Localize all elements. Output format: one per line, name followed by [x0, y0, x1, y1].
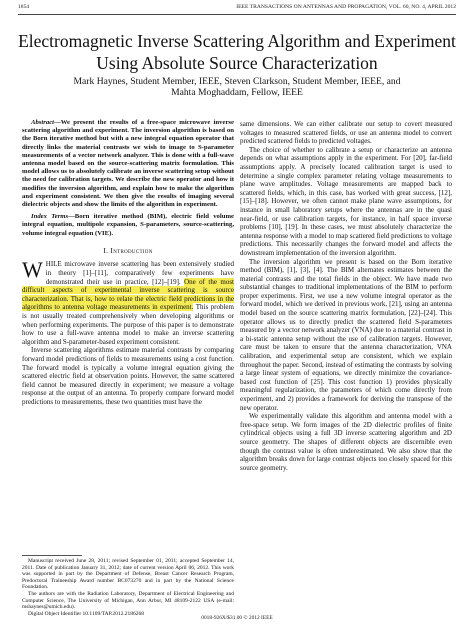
index-terms — [22, 213, 234, 238]
right-paragraph-3: The inversion algorithm we present is based on the Born iterative method (BIM), [1], [3], [4]. The BIM alternates estimates between the material contrasts and the total fields in the object. We have made two substantial changes to traditional implementations of the BIM to perform proper experiments. First, we use a new volume integral operator as the forward model, which we derived in previous work, [21], using an antenna model based on the source scattering matrix formulation, [22]–[24]. This operator allows us to directly predict the scattered field S-parameters measured by a vector network analyzer (VNA) due to a material contrast in a bi-static antenna setup without the use of calibration targets. However, care must be taken to ensure that the antenna characterization, VNA calibration, and experimental setup are consistent, which we explain throughout the paper. Second, instead of estimating the contrasts by solving a large linear system of equations, we directly minimize the covariance-based cost function of [25]. This cost function 1) provides physically meaningful regularization, the parameters of which come directly from experiment, and 2) provides a framework for deriving the transpose of the new operator. — [240, 257, 452, 412]
footnote-affiliation: The authors are with the Radiation Laboratory, Department of Electrical Engineering and Computer Science, The University of Michigan, Ann Arbor, MI 48109-2122 USA (e-mail: mshaynes@umich.edu). — [22, 590, 234, 611]
right-paragraph-4: We experimentally validate this algorithm and antenna model with a free-space setup. We form images of the 2D dielectric profiles of finite cylindrical objects using a full 3D inverse scattering algorithm and 2D source geometry. The shapes of different objects are discernible even though the contrast value is often underestimated. We also show that the algorithm breaks down for large contrast objects too closely spaced for this source geometry. — [240, 412, 452, 472]
intro-p1-end: This problem is not usually treated comprehensively when developing algorithms or when performing experiments. The purpose of this paper is to demonstrate how to use a full-wave antenna model to make an inverse scattering algorithm and S-parameter-based experiment consistent. — [22, 303, 234, 346]
intro-paragraph-2: Inverse scattering algorithms estimate material contrasts by comparing forward model predictions of fields to measurements using a cost function. The forward model is typically a volume integral equation giving the scattered electric field at observation points. However, the same scattered field cannot be measured directly in experiment; we measure a voltage response at the output of an antenna. To properly compare forward model predictions to measurements, these two quantities must have the — [22, 346, 234, 406]
abstract-text: —We present the results of a free-space microwave inverse scattering algorithm and experiment. The inversion algorithm is based on the Born iterative method but with a new integral equation operator that directly links the material contrasts we wish to image to S-parameter measurements of a vector network analyzer. This is done with a full-wave antenna model based on the source-scattering matrix formulation. This model allows us to absolutely calibrate an inverse scattering setup without the need for calibration targets. We describe the new operator and how it modifies the inversion algorithm, and explain how to make the algorithm and experiment consistent. We then give the results of imaging several dielectric objects and show the limits of the algorithm in experiment. — [22, 119, 234, 209]
footnote-rule — [22, 555, 82, 556]
footnote — [22, 558, 234, 617]
header-rule — [18, 14, 456, 15]
author-line-2: Mahta Moghaddam, Fellow, IEEE — [171, 87, 303, 98]
footnote-doi: Digital Object Identifier 10.1109/TAP.2012.2186268 — [28, 610, 145, 617]
copyright-footer: 0018-926X/$31.00 © 2012 IEEE — [201, 615, 273, 621]
intro-p1-start: HILE microwave inverse scattering has been extensively studied in theory [1]–[11], comparatively few experiments have demonstrated their use in practice, [12]–[19]. — [45, 260, 234, 286]
page-number: 1854 — [18, 4, 30, 10]
right-paragraph-2: The choice of whether to calibrate a setup or characterize an antenna depends on what assumptions apply in the experiment. For [20], far-field assumptions apply. A precisely located calibration target is used to determine a single complex parameter relating voltage measurements to plane wave amplitudes. Voltage measurements are mapped back to scattered fields, which, in this case, has worked with great success, [12], [15]–[18]. However, we often cannot make plane wave assumptions, for instance in small laboratory setups where the antennas are in the quasi near-field, or use calibration targets, for instance, in half space inverse problems [10], [19]. In these cases, we must absolutely characterize the antenna response with a model to map scattered field predictions to voltage predictions. This necessarily changes the forward model and affects the downstream implementation of the inversion algorithm. — [240, 145, 452, 257]
footnote-manuscript: Manuscript received June 28, 2011; revised September 01, 2011; accepted September 14, 2011. Date of publication January 31, 2012; date of current version April 06, 2012. This work was supported in part by the Department of Defense, Breast Cancer Research Program, Predoctoral Traineeship Award number BC073270 and in part by the National Science Foundation. — [22, 558, 234, 591]
intro-paragraph-1 — [22, 257, 234, 346]
section-heading: I. Introduction — [103, 245, 153, 255]
right-column — [240, 120, 452, 472]
author-line-1: Mark Haynes, Student Member, IEEE, Steven Clarkson, Student Member, IEEE, and — [73, 76, 401, 87]
paper-title: Electromagnetic Inverse Scattering Algorithm and Experiment Using Absolute Source Characterization — [18, 31, 456, 73]
index-terms-text: —Born iterative method (BIM), electric field volume integral equation, multipole expansion, S-parameters, source-scattering, volume integral equation (VIE). — [22, 213, 234, 237]
author-list — [18, 76, 456, 98]
index-terms-label: Index Terms — [31, 213, 69, 221]
abstract — [22, 119, 234, 209]
running-header — [18, 4, 456, 14]
abstract-label: Abstract — [31, 119, 55, 126]
journal-name: IEEE TRANSACTIONS ON ANTENNAS AND PROPAGATION, VOL. 60, NO. 4, APRIL 2012 — [236, 4, 456, 10]
highlighted-text[interactable]: One of the most difficult aspects of experimental inverse scattering is source characterization. That is, how to relate the electric field predictions in the algorithms to antenna voltage measurements in experiment. — [22, 277, 234, 312]
drop-cap: W — [22, 257, 43, 283]
left-column — [22, 119, 234, 407]
right-paragraph-1: same dimensions. We can either calibrate our setup to covert measured voltages to measured scattered fields, or use an antenna model to convert predicted scattered fields to predicted voltages. — [240, 120, 452, 146]
